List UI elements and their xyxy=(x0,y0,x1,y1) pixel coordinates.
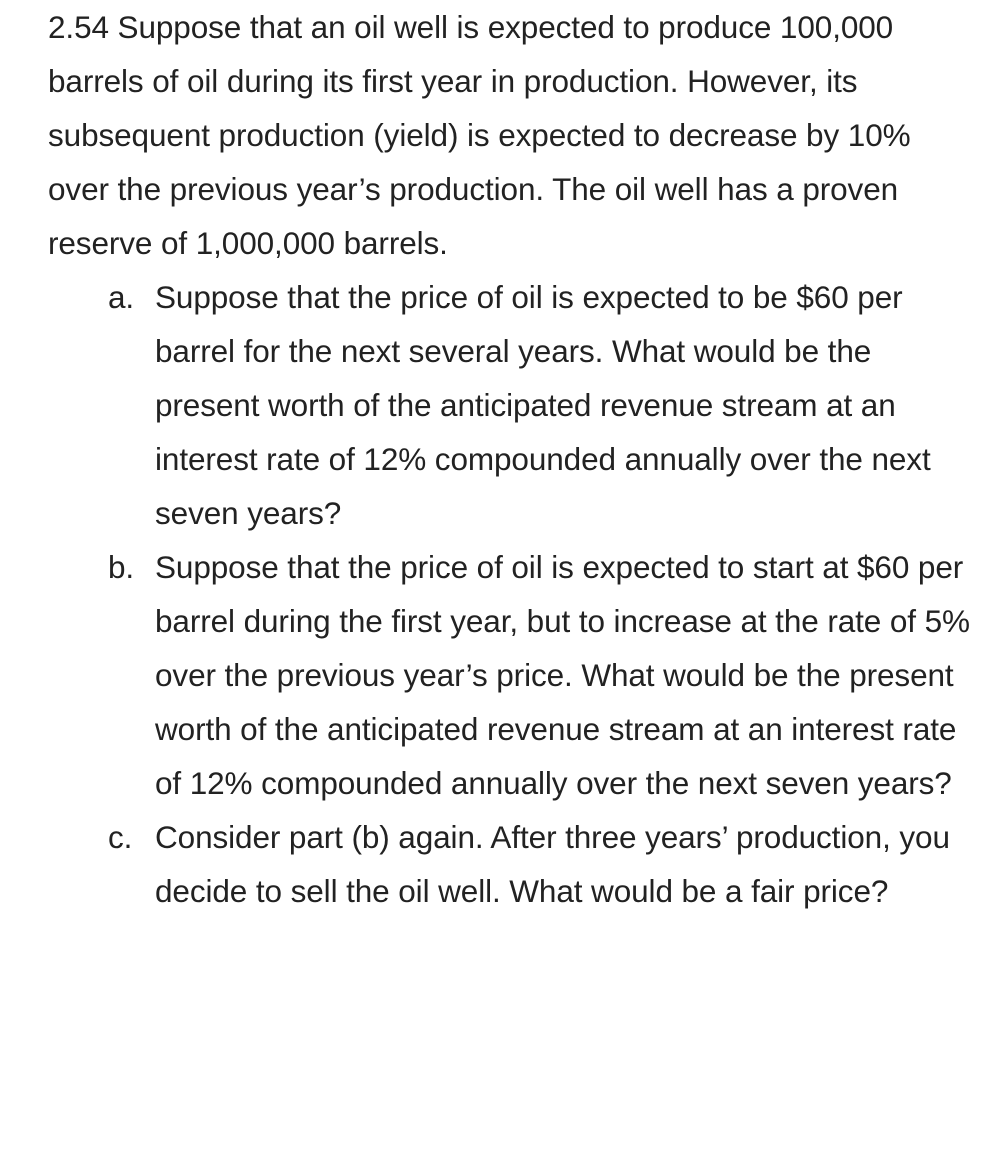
part-question: Suppose that the price of oil is expected to be $60 per barrel for the next several years. What would be the present worth of the anticipated revenue stream at an interest rate of 12% compounded annually over the next seven years? xyxy=(155,279,931,531)
part-marker: c. xyxy=(108,819,133,855)
problem-part-a xyxy=(48,270,973,540)
problem-part-b xyxy=(48,540,973,810)
part-marker: a. xyxy=(108,279,135,315)
problem-parts-list xyxy=(48,270,973,918)
part-question: Consider part (b) again. After three years’ production, you decide to sell the oil well. What would be a fair price? xyxy=(155,819,950,909)
problem-document xyxy=(48,0,973,918)
problem-part-c xyxy=(48,810,973,918)
part-question: Suppose that the price of oil is expected to start at $60 per barrel during the first year, but to increase at the rate of 5% over the previous year’s price. What would be the present worth of the anticipated revenue stream at an interest rate of 12% compounded annually over the next seven years? xyxy=(155,549,970,801)
problem-statement: 2.54 Suppose that an oil well is expected to produce 100,000 barrels of oil during its first year in production. However, its subsequent production (yield) is expected to decrease by 10% over the previous year’s production. The oil well has a proven reserve of 1,000,000 barrels. xyxy=(48,9,911,261)
part-marker: b. xyxy=(108,549,135,585)
